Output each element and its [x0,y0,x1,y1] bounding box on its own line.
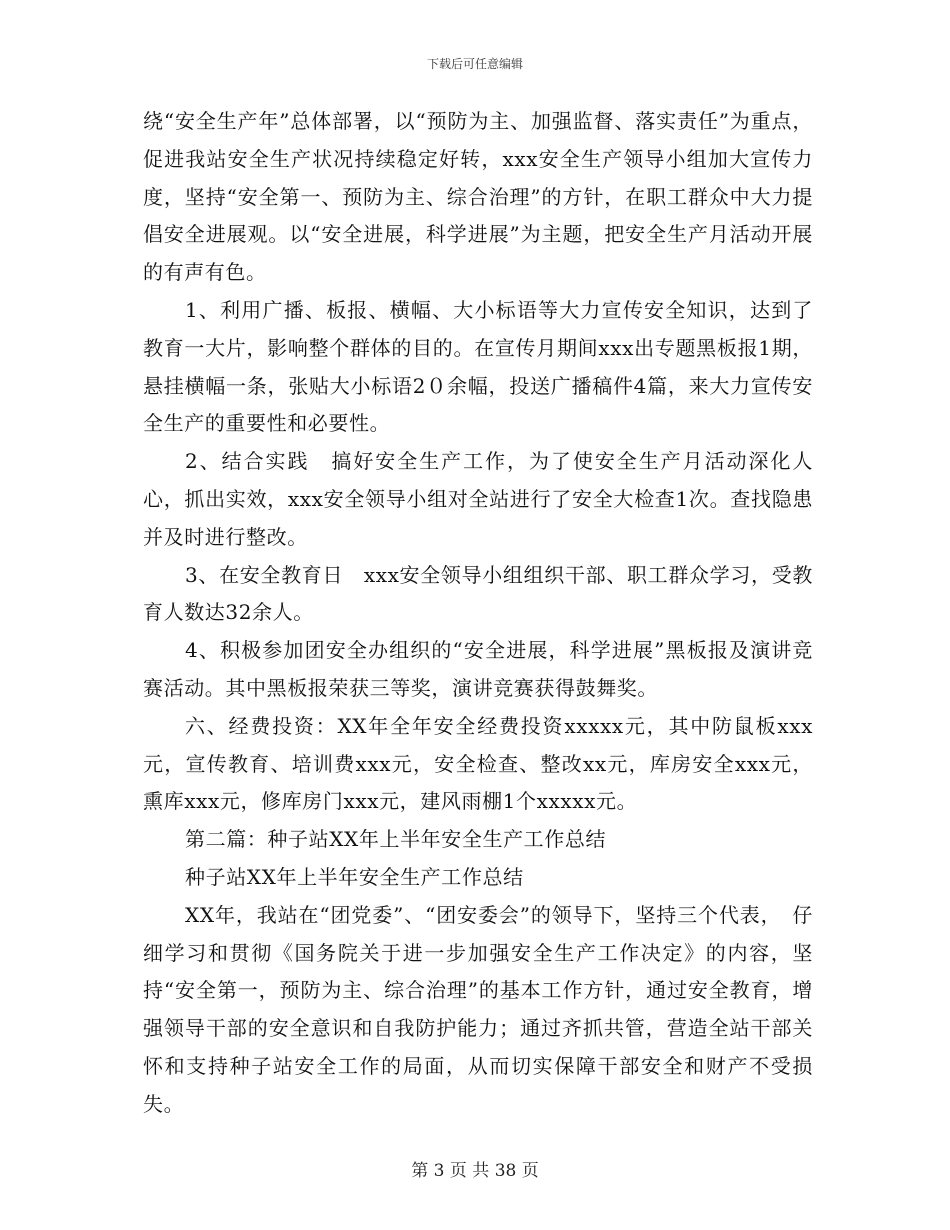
paragraph-funding: 六、经费投资：XX年全年安全经费投资xxxxx元，其中防鼠板xxx元，宣传教育、培训费xxx元，安全检查、整改xx元，库房安全xxx元，熏库xxx元，修库房门xxx元，建风雨棚1个xxxxx元。 [143,713,813,814]
paragraph-item-2: 2、结合实践 搞好安全生产工作，为了使安全生产月活动深化人心，抓出实效，xxx安全领导小组对全站进行了安全大检查1次。查找隐患并及时进行整改。 [143,449,813,549]
document-body [143,103,813,1124]
section-title: 种子站XX年上半年安全生产工作总结 [185,864,524,889]
page-number-footer: 第 3 页 共 38 页 [411,1161,539,1181]
paragraph-summary: XX年，我站在“团党委”、“团安委会”的领导下，坚持三个代表， 仔细学习和贯彻《国务院关于进一步加强安全生产工作决定》的内容，坚持“安全第一，预防为主、综合治理”的基本工作方针，通过安全教育，增强领导干部的安全意识和自我防护能力；通过齐抓共管，营造全站干部关怀和支持种子站安全工作的局面，从而切实保障干部安全和财产不受损失。 [143,902,813,1116]
section-heading: 第二篇：种子站XX年上半年安全生产工作总结 [185,827,607,852]
paragraph-item-4: 4、积极参加团安全办组织的“安全进展，科学进展”黑板报及演讲竞赛活动。其中黑板报荣获三等奖，演讲竞赛获得鼓舞奖。 [143,638,813,700]
paragraph-intro: 绕“安全生产年”总体部署，以“预防为主、加强监督、落实责任”为重点，促进我站安全生产状况持续稳定好转，xxx安全生产领导小组加大宣传力度，坚持“安全第一、预防为主、综合治理”的方针，在职工群众中大力提倡安全进展观。以“安全进展，科学进展”为主题，把安全生产月活动开展的有声有色。 [143,109,813,285]
header-note: 下载后可任意编辑 [426,57,523,71]
paragraph-item-3: 3、在安全教育日 xxx安全领导小组组织干部、职工群众学习，受教育人数达32余人。 [143,562,813,625]
paragraph-item-1: 1、利用广播、板报、横幅、大小标语等大力宣传安全知识，达到了教育一大片，影响整个群体的目的。在宣传月期间xxx出专题黑板报1期，悬挂横幅一条，张贴大小标语2０余幅，投送广播稿件4篇，来大力宣传安全生产的重要性和必要性。 [143,297,813,436]
